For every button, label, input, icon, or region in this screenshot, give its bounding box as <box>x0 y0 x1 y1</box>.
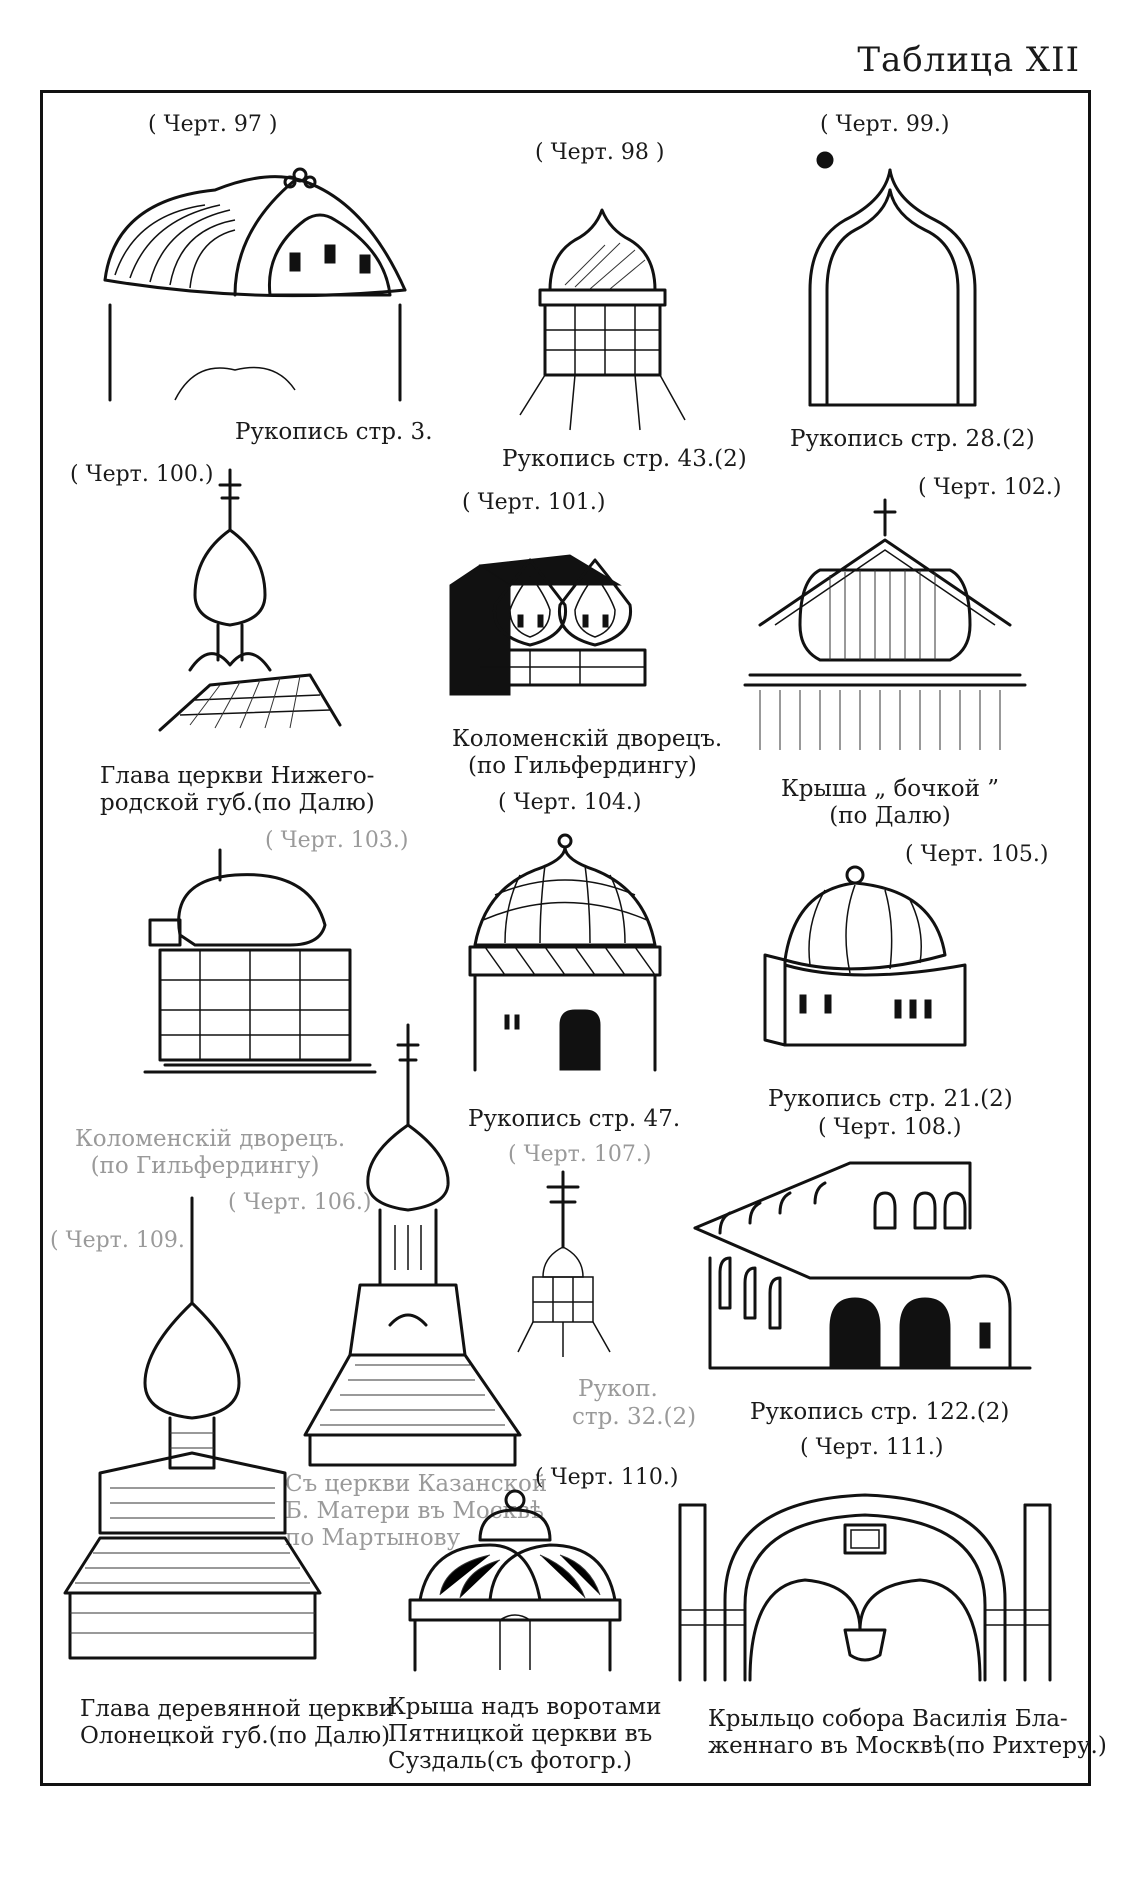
plate-title: Таблица XII <box>857 40 1080 80</box>
figure-109-caption-line-1: Глава деревянной церкви <box>80 1696 395 1722</box>
figure-101-caption-line-1: Коломенскій дворецъ. <box>452 726 723 752</box>
figure-104-caption: Рукопись стр. 47. <box>468 1106 681 1132</box>
figure-103-caption-line-2: (по Гильфердингу) <box>90 1153 320 1179</box>
figure-106-caption-line-2: Б. Матери въ Москвѣ <box>285 1498 544 1524</box>
figure-101-ref: ( Черт. 101.) <box>462 490 606 515</box>
figure-100-ref: ( Черт. 100.) <box>70 462 214 487</box>
figure-103-caption-line-1: Коломенскій дворецъ. <box>75 1126 346 1152</box>
figure-108-ref: ( Черт. 108.) <box>818 1115 962 1140</box>
figure-110-drawing <box>400 1490 625 1675</box>
figure-102-caption-line-1: Крыша „ бочкой ” <box>781 776 999 802</box>
figure-105-ref: ( Черт. 105.) <box>905 842 1049 867</box>
figure-108-caption: Рукопись стр. 122.(2) <box>750 1399 1010 1425</box>
figure-106-caption-line-1: Съ церкви Казанской <box>285 1471 548 1497</box>
figure-98-ref: ( Черт. 98 ) <box>535 140 665 165</box>
figure-105-drawing <box>755 865 975 1055</box>
figure-97-drawing <box>95 160 425 410</box>
figure-99-drawing <box>795 160 995 410</box>
figure-102-drawing <box>740 500 1030 755</box>
figure-107-ref: ( Черт. 107.) <box>508 1142 652 1167</box>
figure-99-caption: Рукопись стр. 28.(2) <box>790 426 1035 452</box>
figure-106-ref: ( Черт. 106.) <box>228 1190 372 1215</box>
figure-100-caption-line-1: Глава церкви Нижего- <box>100 763 375 789</box>
figure-103-ref: ( Черт. 103.) <box>265 828 409 853</box>
figure-106-drawing <box>300 1025 525 1465</box>
figure-111-caption-line-1: Крыльцо собора Василія Бла- <box>708 1706 1068 1732</box>
figure-107-caption-line-2: стр. 32.(2) <box>572 1404 697 1430</box>
figure-105-caption: Рукопись стр. 21.(2) <box>768 1086 1013 1112</box>
figure-107-caption-line-1: Рукоп. <box>578 1376 658 1402</box>
figure-102-caption-line-2: (по Далю) <box>829 803 951 829</box>
figure-100-drawing <box>150 470 350 740</box>
figure-97-caption: Рукопись стр. 3. <box>235 419 433 445</box>
figure-101-caption-line-2: (по Гильфердингу) <box>468 753 697 779</box>
figure-111-caption-line-2: женнаго въ Москвѣ(по Рихтеру.) <box>708 1733 1107 1759</box>
figure-108-drawing <box>690 1158 1035 1383</box>
figure-110-caption-line-1: Крыша надъ воротами <box>388 1694 662 1720</box>
figure-98-drawing <box>515 205 690 435</box>
figure-98-caption: Рукопись стр. 43.(2) <box>502 446 747 472</box>
figure-100-caption-line-2: родской губ.(по Далю) <box>100 790 375 816</box>
figure-106-caption-line-3: по Мартынову <box>285 1525 461 1551</box>
figure-102-ref: ( Черт. 102.) <box>918 475 1062 500</box>
figure-109-drawing <box>60 1198 325 1663</box>
figure-97-ref: ( Черт. 97 ) <box>148 112 278 137</box>
figure-111-drawing <box>675 1480 1055 1685</box>
figure-110-caption-line-2: Пятницкой церкви въ <box>388 1721 653 1747</box>
figure-101-drawing <box>450 545 650 705</box>
figure-107-drawing <box>518 1172 613 1362</box>
figure-99-ref: ( Черт. 99.) <box>820 112 950 137</box>
figure-111-ref: ( Черт. 111.) <box>800 1435 944 1460</box>
figure-110-caption-line-3: Суздаль(съ фотогр.) <box>388 1748 632 1774</box>
figure-109-caption-line-2: Олонецкой губ.(по Далю) <box>80 1723 391 1749</box>
figure-104-ref: ( Черт. 104.) <box>498 790 642 815</box>
figure-110-ref: ( Черт. 110.) <box>535 1465 679 1490</box>
figure-109-ref: ( Черт. 109. <box>50 1228 185 1253</box>
